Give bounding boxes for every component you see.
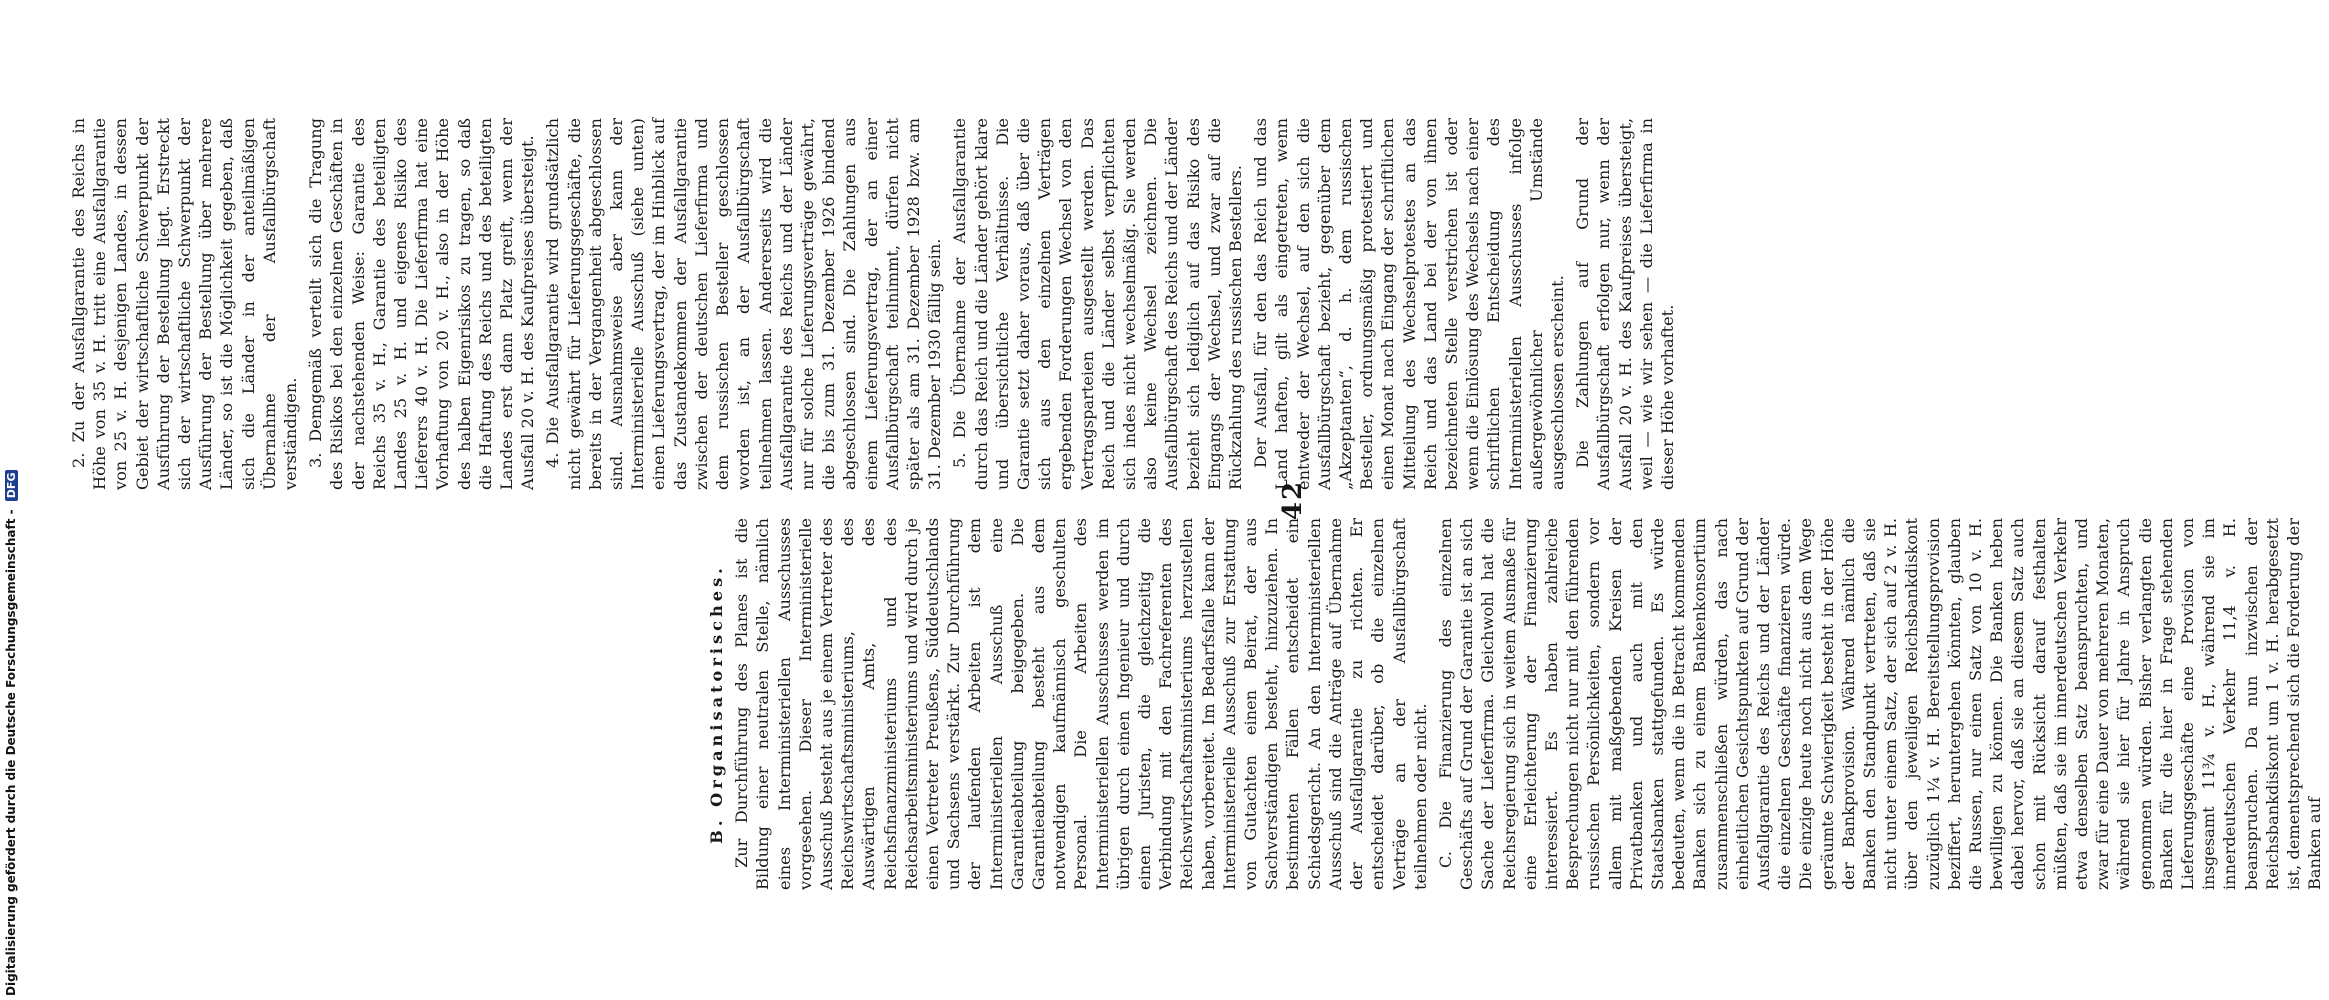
section-heading: B. Organisatorisches. (707, 564, 726, 844)
paragraph: Zur Durchführung des Planes ist die Bildung einer neutralen Stelle, nämlich eines Interministeriellen Ausschusses vorgesehen. Dieser Interministerielle Ausschuß besteht aus je einem Vertreter des Reichswirtschaftsministeriums, des Auswärtigen Amts, des Reichsfinanzministeriums und des Reichsarbeitsministeriums und wird durch je einen Vertreter Preußens, Süddeutschlands und Sachsens verstärkt. Zur Durchführung der laufenden Arbeiten ist dem Interministeriellen Ausschuß eine Garantieabteilung beigegeben. Die Garantieabteilung besteht aus dem notwendigen kaufmännisch geschulten Personal. Die Arbeiten des Interministeriellen Ausschusses werden im übrigen durch einen Ingenieur und durch einen Juristen, die gleichzeitig die Verbindung mit den Fachreferenten des Reichswirtschaftsministeriums herzustellen haben, vorbereitet. Im Bedarfsfalle kann der Interministerielle Ausschuß zur Erstattung von Gutachten einen Beirat, der aus Sachverständigen besteht, hinzuziehen. In bestimmten Fällen entscheidet ein Schiedsgericht. An den Interministeriellen Ausschuß sind die Anträge auf Übernahme der Ausfallgarantie zu richten. Er entscheidet darüber, ob die einzelnen Verträge an der Ausfallbürgschaft teilnehmen oder nicht. (732, 518, 1430, 890)
paragraph: 4. Die Ausfallgarantie wird grundsätzlich nicht gewährt für Lieferungsgeschäfte, die bereits in der Vergangenheit abgeschlossen sind. Ausnahmsweise aber kann der Interministerielle Ausschuß (siehe unten) einen Lieferungsvertrag, der im Hinblick auf das Zustandekommen der Ausfallgarantie zwischen der deutschen Lieferfirma und dem russischen Besteller geschlossen worden ist, an der Ausfallbürgschaft teilnehmen lassen. Andererseits wird die Ausfallgarantie des Reichs und der Länder nur für solche Lieferungsverträge gewährt, die bis zum 31. Dezember 1926 bindend abgeschlossen sind. Die Zahlungen aus einem Lieferungsvertrag, der an einer Ausfallbürgschaft teilnimmt, dürfen nicht später als am 31. Dezember 1928 bzw. am 31. Dezember 1930 fällig sein. (543, 118, 945, 490)
dfg-logo: DFG (5, 470, 18, 502)
paragraph: C. Die Finanzierung des einzelnen Geschäfts auf Grund der Garantie ist an sich Sache der Lieferfirma. Gleichwohl hat die Reichsregierung sich in weitem Ausmaße für eine Erleichterung der Finanzierung interessiert. Es haben zahlreiche Besprechungen nicht nur mit den führenden russischen Persönlichkeiten, sondern vor allem mit maßgebenden Kreisen der Privatbanken und auch mit den Staatsbanken stattgefunden. Es würde bedeuten, wenn die in Betracht kommenden Banken sich zu einem Bankenkonsortium zusammenschließen würden, das nach einheitlichen Gesichtspunkten auf Grund der Ausfallgarantie des Reichs und der Länder die einzelnen Geschäfte finanzieren würde. Die einzige heute noch nicht aus dem Wege geräumte Schwierigkeit besteht in der Höhe der Bankprovision. Während nämlich die Banken den Standpunkt vertreten, daß sie nicht unter einem Satz, der sich auf 2 v. H. über den jeweiligen Reichsbankdiskont zuzüglich 1¼ v. H. Bereitstellungsprovision beziffert, heruntergehen könnten, glauben die Russen, nur einen Satz von 10 v. H. bewilligen zu können. Die Banken heben dabei hervor, daß sie an diesem Satz auch schon mit Rücksicht darauf festhalten müßten, daß sie im innerdeutschen Verkehr etwa denselben Satz beanspruchten, und zwar für eine Dauer von mehreren Monaten, während sie hier für Jahre in Anspruch genommen würden. Bisher verlangten die Banken für die hier in Frage stehenden Lieferungsgeschäfte eine Provision von insgesamt 11¾ v. H., während sie im innerdeutschen Verkehr 11,4 v. H. beanspruchen. Da nun inzwischen der Reichsbankdiskont um 1 v. H. herabgesetzt ist, dementsprechend sich die Forderung der Banken auf (1435, 518, 2325, 890)
paragraph: Der Ausfall, für den das Reich und das Land haften, gilt als eingetreten, wenn entweder der Wechsel, auf den sich die Ausfallbürgschaft bezieht, gegenüber dem „Akzeptanten“, d. h. dem russischen Besteller, ordnungsmäßig protestiert und einen Monat nach Eingang der schriftlichen Mitteilung des Wechselprotestes an das Reich und das Land bei der von ihnen bezeichneten Stelle verstrichen ist oder wenn die Einlösung des Wechsels nach einer schriftlichen Entscheidung des Interministeriellen Ausschusses infolge außergewöhnlicher Umstände ausgeschlossen erscheint. (1251, 118, 1568, 490)
right-text-column (706, 518, 2329, 890)
page-number: 42 (1278, 479, 1308, 521)
footer-credit: Digitalisierung gefördert durch die Deutsche Forschungsgemeinschaft - (4, 509, 18, 996)
paragraph: 3. Demgemäß verteilt sich die Tragung des Risikos bei den einzelnen Geschäften in der nachstehenden Weise: Garantie des Reichs 35 v. H., Garantie des beteiligten Landes 25 v. H. und eigenes Risiko des Lieferers 40 v. H. Die Lieferfirma hat eine Vorhaftung von 20 v. H., also in der Höhe des halben Eigenrisikos zu tragen, so daß die Haftung des Reichs und des beteiligten Landes erst dann Platz greift, wenn der Ausfall 20 v. H. des Kaufpreises übersteigt. (306, 118, 538, 490)
paragraph: 2. Zu der Ausfallgarantie des Reichs in Höhe von 35 v. H. tritt eine Ausfallgarantie von 25 v. H. desjenigen Landes, in dessen Gebiet der wirtschaftliche Schwerpunkt der Ausführung der Bestellung liegt. Erstreckt sich der wirtschaftliche Schwerpunkt der Ausführung der Bestellung über mehrere Länder, so ist die Möglichkeit gegeben, daß sich die Länder in der anteilmäßigen Übernahme der Ausfallbürgschaft verständigen. (69, 118, 301, 490)
paragraph: Die Zahlungen auf Grund der Ausfallbürgschaft erfolgen nur, wenn der Ausfall 20 v. H. des Kaufpreises übersteigt, weil — wie wir sehen — die Lieferfirma in dieser Höhe vorhaftet. (1573, 118, 1678, 490)
footer-text (4, 470, 18, 996)
paragraph: 5. Die Übernahme der Ausfallgarantie durch das Reich und die Länder gehört klare und übersichtliche Verhältnisse. Die Garantie setzt daher voraus, daß über die sich aus den einzelnen Verträgen ergebenden Forderungen Wechsel von den Vertragsparteien ausgestellt werden. Das Reich und die Länder selbst verpflichten sich indes nicht wechselmäßig. Sie werden also keine Wechsel zeichnen. Die Ausfallbürgschaft des Reichs und der Länder bezieht sich lediglich auf das Risiko des Eingangs der Wechsel, und zwar auf die Rückzahlung des russischen Bestellers. (950, 118, 1245, 490)
digitization-footer (0, 0, 22, 1000)
